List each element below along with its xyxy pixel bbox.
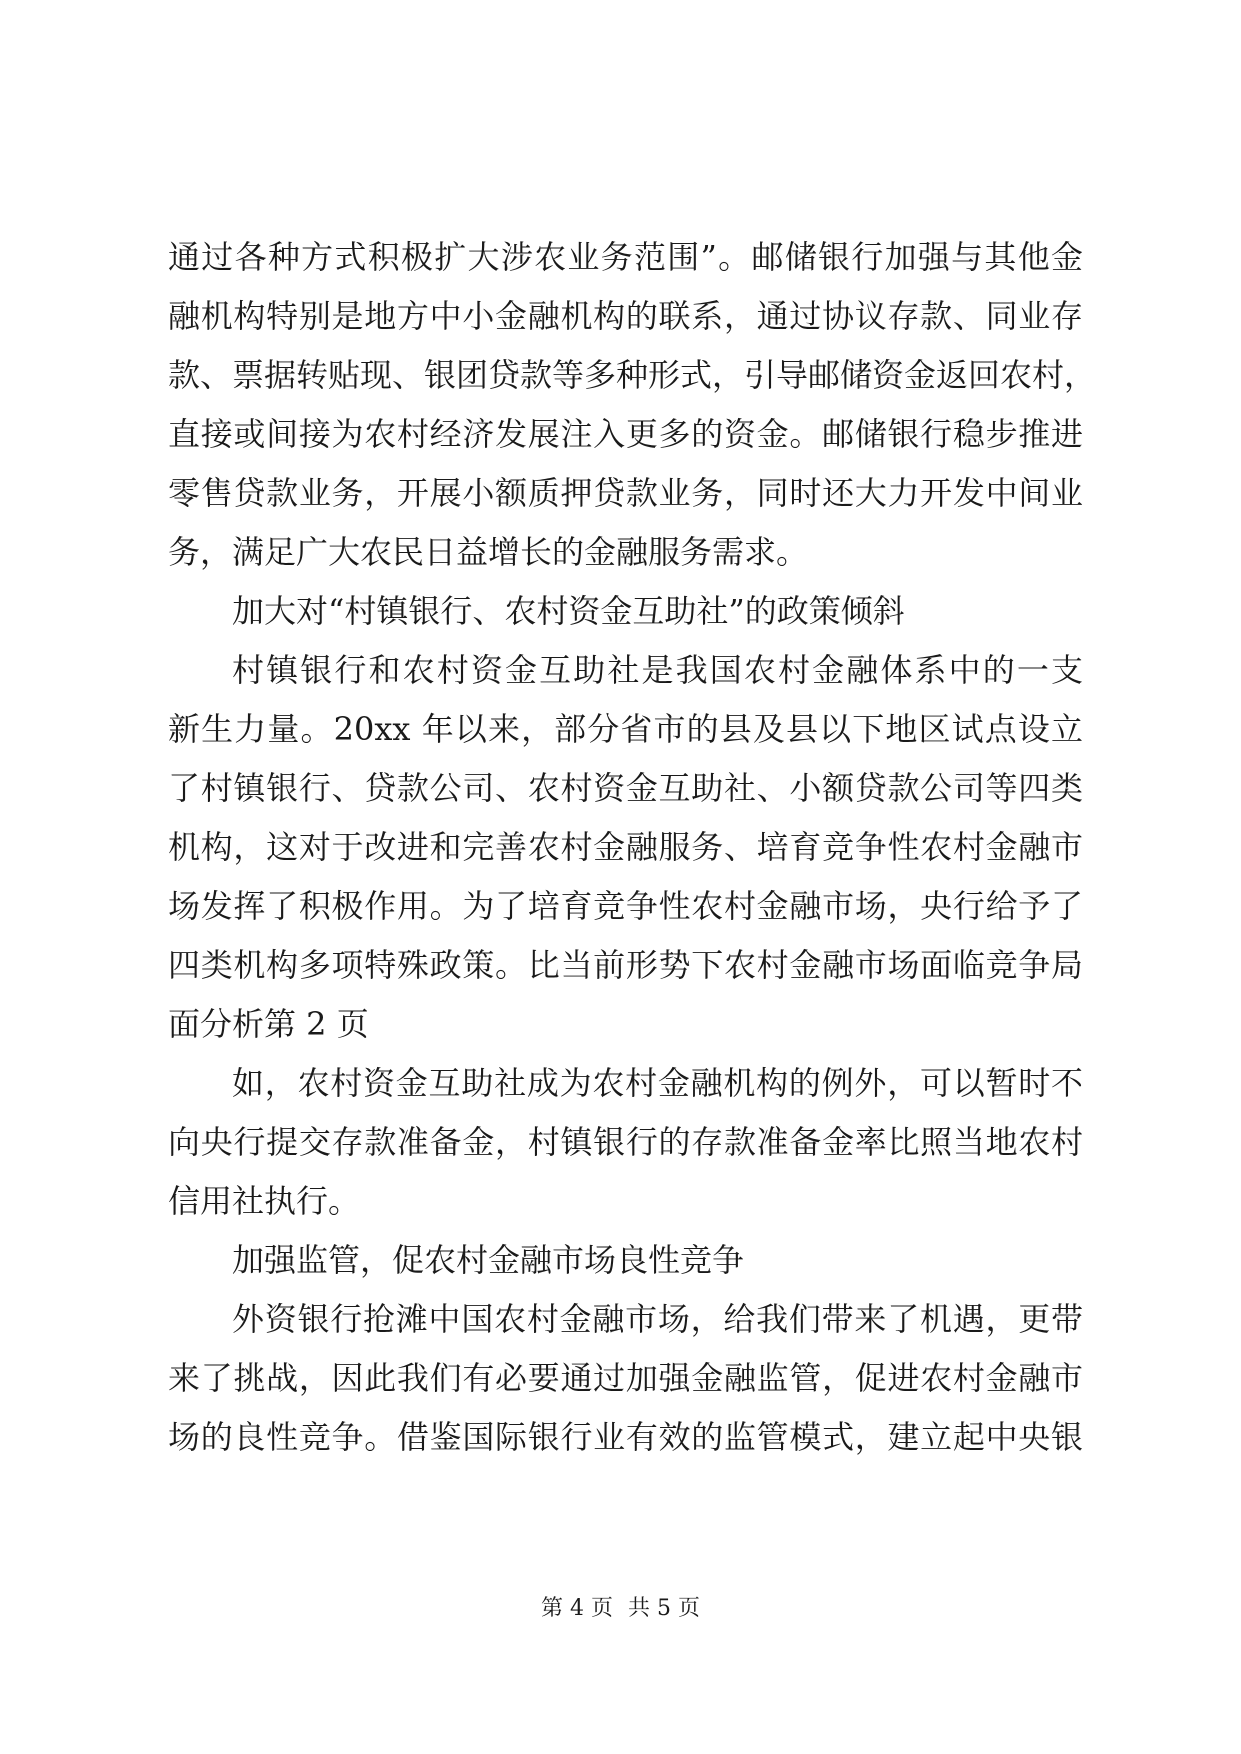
text-line: 新生力量。20xx 年以来，部分省市的县及县以下地区试点设立 xyxy=(168,710,1083,748)
text-line: 零售贷款业务，开展小额质押贷款业务，同时还大力开发中间业 xyxy=(168,474,1083,512)
text-line: 四类机构多项特殊政策。比当前形势下农村金融市场面临竞争局 xyxy=(168,946,1083,984)
text-line: 村镇银行和农村资金互助社是我国农村金融体系中的一支 xyxy=(232,651,1083,689)
text-line: 直接或间接为农村经济发展注入更多的资金。邮储银行稳步推进 xyxy=(168,415,1083,453)
text-line: 务，满足广大农民日益增长的金融服务需求。 xyxy=(168,533,809,571)
text-line: 外资银行抢滩中国农村金融市场，给我们带来了机遇，更带 xyxy=(232,1300,1083,1338)
text-line: 信用社执行。 xyxy=(168,1182,361,1220)
page-number: 第 4 页 xyxy=(541,1596,613,1621)
text-line: 款、票据转贴现、银团贷款等多种形式，引导邮储资金返回农村， xyxy=(168,356,1097,394)
text-line: 面分析第 2 页 xyxy=(168,1005,369,1043)
text-line: 加强监管，促农村金融市场良性竞争 xyxy=(232,1241,745,1279)
page-footer xyxy=(0,1594,1241,1624)
text-line: 向央行提交存款准备金，村镇银行的存款准备金率比照当地农村 xyxy=(168,1123,1083,1161)
text-line: 了村镇银行、贷款公司、农村资金互助社、小额贷款公司等四类 xyxy=(168,769,1083,807)
text-line: 场的良性竞争。借鉴国际银行业有效的监管模式，建立起中央银 xyxy=(168,1418,1083,1456)
text-line: 如，农村资金互助社成为农村金融机构的例外，可以暂时不 xyxy=(232,1064,1083,1102)
page-total: 共 5 页 xyxy=(628,1596,700,1621)
text-line: 通过各种方式积极扩大涉农业务范围”。邮储银行加强与其他金 xyxy=(168,238,1083,276)
text-line: 机构，这对于改进和完善农村金融服务、培育竞争性农村金融市 xyxy=(168,828,1083,866)
text-line: 加大对“村镇银行、农村资金互助社”的政策倾斜 xyxy=(232,592,905,630)
text-line: 融机构特别是地方中小金融机构的联系，通过协议存款、同业存 xyxy=(168,297,1083,335)
text-line: 场发挥了积极作用。为了培育竞争性农村金融市场，央行给予了 xyxy=(168,887,1083,925)
text-line: 来了挑战，因此我们有必要通过加强金融监管，促进农村金融市 xyxy=(168,1359,1083,1397)
body-text xyxy=(168,228,1097,1467)
